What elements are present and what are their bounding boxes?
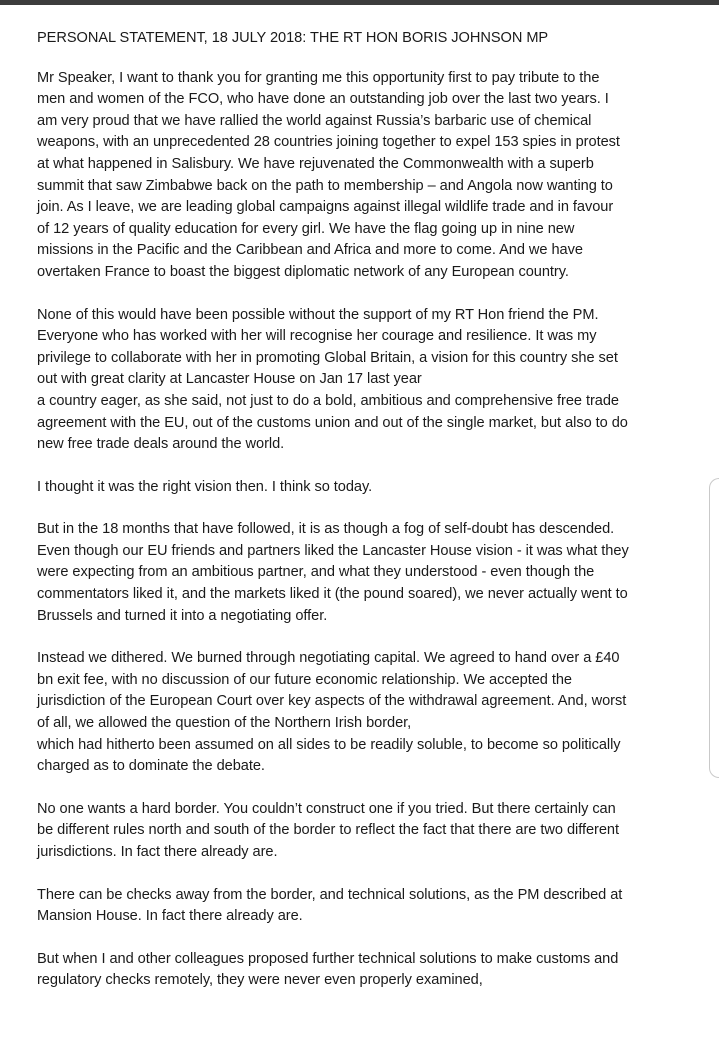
statement-document bbox=[37, 28, 709, 1013]
text-line: Mansion House. In fact there already are. bbox=[37, 908, 303, 925]
text-line: I thought it was the right vision then. I think so today. bbox=[37, 478, 373, 495]
text-line: Brussels and turned it into a negotiating offer. bbox=[37, 607, 328, 624]
text-line: be different rules north and south of the border to reflect the fact that there are two different bbox=[37, 822, 619, 839]
text-line: join. As I leave, we are leading global campaigns against illegal wildlife trade and in favour bbox=[37, 199, 614, 216]
paragraph-hard-border bbox=[37, 799, 709, 864]
paragraph-technical-solutions bbox=[37, 949, 709, 992]
text-line: new free trade deals around the world. bbox=[37, 436, 285, 453]
paragraph-right-vision bbox=[37, 477, 709, 499]
text-line: charged as to dominate the debate. bbox=[37, 758, 265, 775]
text-line: Mr Speaker, I want to thank you for granting me this opportunity first to pay tribute to the bbox=[37, 69, 600, 86]
text-line: No one wants a hard border. You couldn’t construct one if you tried. But there certainly can bbox=[37, 800, 616, 817]
text-line: But when I and other colleagues proposed further technical solutions to make customs and bbox=[37, 950, 619, 967]
text-line: commentators liked it, and the markets liked it (the pound soared), we never actually went to bbox=[37, 586, 628, 603]
text-line: men and women of the FCO, who have done an outstanding job over the last two years. I bbox=[37, 91, 609, 108]
paragraph-dithered bbox=[37, 648, 709, 778]
text-line: out with great clarity at Lancaster House on Jan 17 last year bbox=[37, 371, 422, 388]
top-edge-bar bbox=[0, 0, 719, 5]
text-line: at what happened in Salisbury. We have rejuvenated the Commonwealth with a superb bbox=[37, 155, 594, 172]
text-line: None of this would have been possible without the support of my RT Hon friend the PM. bbox=[37, 306, 599, 323]
text-line: which had hitherto been assumed on all sides to be readily soluble, to become so politically bbox=[37, 736, 621, 753]
text-line: Even though our EU friends and partners liked the Lancaster House vision - it was what they bbox=[37, 542, 629, 559]
text-line: were expecting from an ambitious partner, and what they understood - even though the bbox=[37, 564, 595, 581]
text-line: overtaken France to boast the biggest diplomatic network of any European country. bbox=[37, 263, 569, 280]
text-line: of 12 years of quality education for every girl. We have the flag going up in nine new bbox=[37, 220, 575, 237]
statement-title: PERSONAL STATEMENT, 18 JULY 2018: THE RT HON BORIS JOHNSON MP bbox=[37, 30, 549, 46]
text-line: summit that saw Zimbabwe back on the path to membership – and Angola now wanting to bbox=[37, 177, 613, 194]
text-line: a country eager, as she said, not just to do a bold, ambitious and comprehensive free trade bbox=[37, 392, 619, 409]
text-line: of all, we allowed the question of the Northern Irish border, bbox=[37, 715, 412, 732]
paragraph-self-doubt bbox=[37, 519, 709, 627]
text-line: am very proud that we have rallied the world against Russia’s barbaric use of chemical bbox=[37, 112, 592, 129]
text-line: regulatory checks remotely, they were never even properly examined, bbox=[37, 972, 483, 989]
text-line: But in the 18 months that have followed, it is as though a fog of self-doubt has descended. bbox=[37, 521, 615, 538]
text-line: missions in the Pacific and the Caribbean and Africa and more to come. And we have bbox=[37, 242, 583, 259]
text-line: weapons, with an unprecedented 28 countries joining together to expel 153 spies in protest bbox=[37, 134, 620, 151]
text-line: Everyone who has worked with her will recognise her courage and resilience. It was my bbox=[37, 328, 597, 345]
text-line: agreement with the EU, out of the customs union and out of the single market, but also to do bbox=[37, 414, 628, 431]
paragraph-tribute bbox=[37, 68, 709, 284]
paragraph-checks bbox=[37, 885, 709, 928]
text-line: jurisdiction of the European Court over key aspects of the withdrawal agreement. And, worst bbox=[37, 693, 627, 710]
text-line: bn exit fee, with no discussion of our future economic relationship. We accepted the bbox=[37, 671, 572, 688]
text-line: Instead we dithered. We burned through negotiating capital. We agreed to hand over a £40 bbox=[37, 650, 620, 667]
text-line: There can be checks away from the border, and technical solutions, as the PM described at bbox=[37, 886, 623, 903]
text-line: privilege to collaborate with her in promoting Global Britain, a vision for this country she set bbox=[37, 349, 618, 366]
edge-scroll-handle[interactable] bbox=[709, 478, 719, 778]
paragraph-pm-support bbox=[37, 305, 709, 456]
text-line: jurisdictions. In fact there already are. bbox=[37, 844, 278, 860]
